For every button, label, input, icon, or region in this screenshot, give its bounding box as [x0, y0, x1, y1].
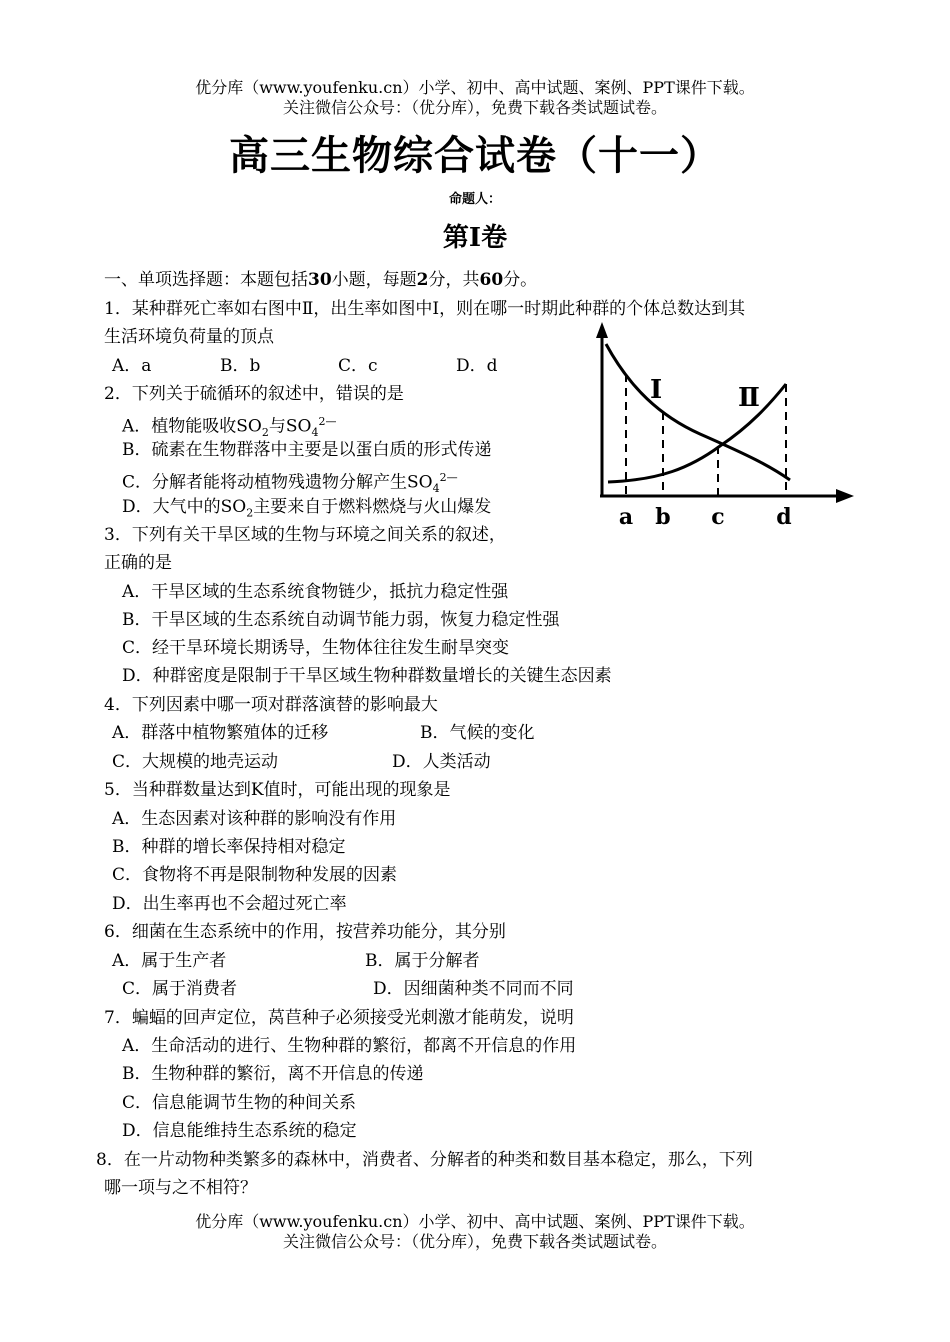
- x-label-a: a: [618, 504, 634, 530]
- q2-option-b: B．硫素在生物群落中主要是以蛋白质的形式传递: [122, 440, 492, 460]
- question-8-stem-cont: 哪一项与之不相符？: [104, 1178, 257, 1198]
- y-axis-arrow: [596, 322, 608, 338]
- page-title: 高三生物综合试卷（十一）: [229, 133, 721, 179]
- q4-option-c: C．大规模的地壳运动: [112, 752, 279, 772]
- question-8-stem: 8．在一片动物种类繁多的森林中，消费者、分解者的种类和数目基本稳定，那么，下列: [96, 1150, 753, 1170]
- question-6-stem: 6．细菌在生态系统中的作用，按营养功能分，其分别: [104, 922, 506, 942]
- question-3-stem-cont: 正确的是: [104, 553, 172, 573]
- x-label-d: d: [776, 504, 792, 530]
- q1-option-d: D．d: [456, 356, 498, 376]
- q3-option-b: B．干旱区域的生态系统自动调节能力弱，恢复力稳定性强: [122, 610, 560, 630]
- q3-option-d: D．种群密度是限制于干旱区域生物种群数量增长的关键生态因素: [122, 666, 612, 686]
- question-7-stem: 7．蝙蝠的回声定位，莴苣种子必须接受光刺激才能萌发，说明: [104, 1008, 574, 1028]
- q7-option-a: A．生命活动的进行、生物种群的繁衍，都离不开信息的作用: [122, 1036, 577, 1056]
- x-label-b: b: [655, 504, 671, 530]
- question-2-stem: 2．下列关于硫循环的叙述中，错误的是: [104, 384, 404, 404]
- question-4-stem: 4．下列因素中哪一项对群落演替的影响最大: [104, 695, 438, 715]
- q6-option-b: B．属于分解者: [365, 951, 480, 971]
- q5-option-d: D．出生率再也不会超过死亡率: [112, 894, 347, 914]
- q3-option-a: A．干旱区域的生态系统食物链少，抵抗力稳定性强: [122, 582, 509, 602]
- q2-option-d: D．大气中的$SO_2$主要来自于燃料燃烧与火山爆发: [122, 497, 492, 520]
- question-1-stem-cont: 生活环境负荷量的顶点: [104, 327, 274, 347]
- q5-option-c: C．食物将不再是限制物种发展的因素: [112, 865, 398, 885]
- q4-option-a: A．群落中植物繁殖体的迁移: [112, 723, 329, 743]
- question-1-stem: 1．某种群死亡率如右图中Ⅱ，出生率如图中Ⅰ，则在哪一时期此种群的个体总数达到其: [104, 299, 746, 319]
- q1-option-b: B．b: [220, 356, 261, 376]
- curve-label-II: Ⅱ: [738, 383, 760, 413]
- population-figure: [590, 318, 860, 533]
- q2-option-a: A．植物能吸收$SO_2$与$SO_4^{2—}$: [122, 415, 337, 440]
- q7-option-b: B．生物种群的繁衍，离不开信息的传递: [122, 1064, 424, 1084]
- q7-option-d: D．信息能维持生态系统的稳定: [122, 1121, 357, 1141]
- q4-option-d: D．人类活动: [392, 752, 491, 772]
- q6-option-a: A．属于生产者: [112, 951, 227, 971]
- footer-line-2: 关注微信公众号：（优分库），免费下载各类试题试卷。: [282, 1232, 667, 1251]
- q6-option-d: D．因细菌种类不同而不同: [373, 979, 574, 999]
- q2-option-c: C．分解者能将动植物残遗物分解产生$SO_4^{2—}$: [122, 471, 458, 496]
- footer-line-1: 优分库（www.youfenku.cn）小学、初中、高中试题、案例、PPT课件下载。: [195, 1212, 755, 1231]
- header-line-2: 关注微信公众号：（优分库），免费下载各类试题试卷。: [282, 98, 667, 117]
- q5-option-a: A．生态因素对该种群的影响没有作用: [112, 809, 397, 829]
- question-5-stem: 5．当种群数量达到K值时，可能出现的现象是: [104, 780, 451, 800]
- q6-option-c: C．属于消费者: [122, 979, 238, 999]
- volume-heading: 第Ⅰ卷: [442, 223, 508, 253]
- q5-option-b: B．种群的增长率保持相对稳定: [112, 837, 346, 857]
- q1-option-a: A．a: [112, 356, 152, 376]
- x-label-c: c: [711, 504, 725, 530]
- x-axis-arrow: [836, 489, 854, 503]
- q1-option-c: C．c: [338, 356, 378, 376]
- author-label: 命题人：: [448, 192, 501, 207]
- q7-option-c: C．信息能调节生物的种间关系: [122, 1093, 357, 1113]
- q4-option-b: B．气候的变化: [420, 723, 535, 743]
- q3-option-c: C．经干旱环境长期诱导，生物体往往发生耐旱突变: [122, 638, 510, 658]
- header-line-1: 优分库（www.youfenku.cn）小学、初中、高中试题、案例、PPT课件下载。: [195, 78, 755, 97]
- curve-label-I: Ⅰ: [650, 375, 663, 405]
- section-instruction: 一、单项选择题：本题包括30小题，每题2分，共60分。: [104, 270, 538, 290]
- question-3-stem: 3．下列有关干旱区域的生物与环境之间关系的叙述，: [104, 525, 506, 545]
